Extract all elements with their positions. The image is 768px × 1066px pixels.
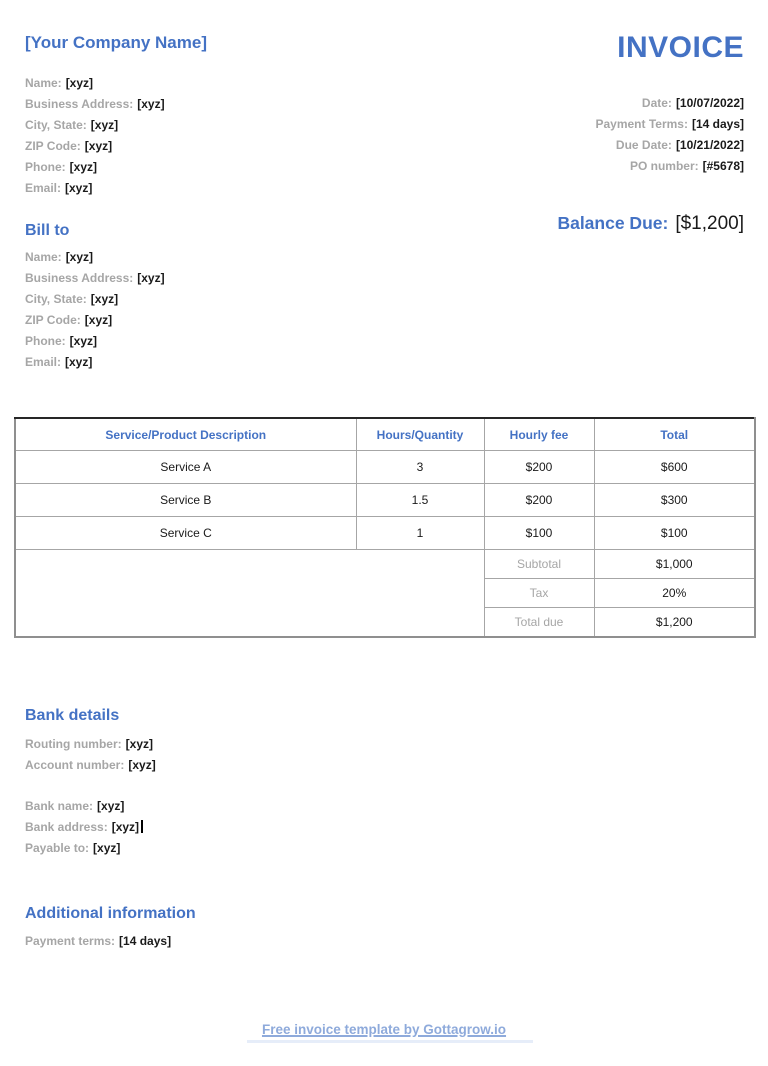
cell-description[interactable]: Service C bbox=[15, 517, 356, 550]
balance-due-value[interactable]: [$1,200] bbox=[675, 213, 744, 234]
table-row bbox=[15, 484, 755, 517]
text-cursor bbox=[141, 820, 143, 833]
footer-highlight-strip bbox=[247, 1040, 533, 1043]
empty-merged-cell bbox=[15, 550, 484, 638]
field-value[interactable]: [10/07/2022] bbox=[675, 96, 744, 110]
table-row bbox=[15, 517, 755, 550]
field-value[interactable]: [xyz] bbox=[90, 292, 119, 306]
company-field-name bbox=[25, 73, 207, 94]
cell-fee[interactable]: $200 bbox=[484, 484, 594, 517]
cell-total[interactable]: $300 bbox=[594, 484, 755, 517]
bank-field-bank-address bbox=[25, 817, 156, 838]
field-value[interactable]: [xyz] bbox=[125, 737, 153, 751]
field-label: PO number: bbox=[629, 159, 699, 173]
field-label: ZIP Code: bbox=[25, 139, 81, 153]
field-value[interactable]: [xyz] bbox=[65, 76, 94, 90]
bank-field-routing-number bbox=[25, 734, 156, 755]
field-value[interactable]: [14 days] bbox=[691, 117, 744, 131]
cell-description[interactable]: Service B bbox=[15, 484, 356, 517]
col-header-total: Total bbox=[594, 418, 755, 451]
additional-info-block bbox=[25, 905, 196, 952]
field-label: Due Date: bbox=[615, 138, 672, 152]
invoice-title: INVOICE bbox=[617, 31, 744, 64]
cell-description[interactable]: Service A bbox=[15, 451, 356, 484]
field-label: Routing number: bbox=[25, 737, 122, 751]
billto-field-zip bbox=[25, 310, 165, 331]
billto-field-city-state bbox=[25, 289, 165, 310]
field-label: Payment Terms: bbox=[595, 117, 688, 131]
subtotal-label: Subtotal bbox=[484, 550, 594, 579]
field-label: Phone: bbox=[25, 160, 66, 174]
field-label: Business Address: bbox=[25, 271, 134, 285]
company-field-city-state bbox=[25, 115, 207, 136]
field-value[interactable]: [xyz] bbox=[69, 334, 98, 348]
field-value[interactable]: [xyz] bbox=[90, 118, 119, 132]
footer bbox=[0, 1021, 768, 1039]
additional-info-heading: Additional information bbox=[25, 905, 196, 922]
invoice-meta-po-number bbox=[595, 156, 744, 177]
company-field-zip bbox=[25, 136, 207, 157]
bank-details-block bbox=[25, 707, 156, 859]
field-label: Account number: bbox=[25, 758, 125, 772]
field-value[interactable]: [xyz] bbox=[84, 313, 113, 327]
bank-field-bank-name bbox=[25, 796, 156, 817]
cell-quantity[interactable]: 1.5 bbox=[356, 484, 484, 517]
cell-quantity[interactable]: 3 bbox=[356, 451, 484, 484]
cell-fee[interactable]: $100 bbox=[484, 517, 594, 550]
field-value[interactable]: [xyz] bbox=[128, 758, 156, 772]
bank-field-account-number bbox=[25, 755, 156, 776]
field-value[interactable]: [xyz] bbox=[65, 355, 93, 369]
cell-fee[interactable]: $200 bbox=[484, 451, 594, 484]
subtotal-value[interactable]: $1,000 bbox=[594, 550, 755, 579]
table-row bbox=[15, 451, 755, 484]
field-value[interactable]: [14 days] bbox=[119, 934, 172, 948]
total-due-label: Total due bbox=[484, 608, 594, 638]
field-label: Email: bbox=[25, 355, 62, 369]
field-value[interactable]: [10/21/2022] bbox=[675, 138, 744, 152]
billto-field-business-address bbox=[25, 268, 165, 289]
field-value[interactable]: [xyz] bbox=[65, 181, 93, 195]
company-name[interactable]: [Your Company Name] bbox=[25, 33, 207, 52]
col-header-hours-quantity: Hours/Quantity bbox=[356, 418, 484, 451]
footer-template-link[interactable]: Free invoice template by Gottagrow.io bbox=[261, 1022, 507, 1037]
cell-quantity[interactable]: 1 bbox=[356, 517, 484, 550]
field-label: City, State: bbox=[25, 118, 87, 132]
field-label: City, State: bbox=[25, 292, 87, 306]
field-value[interactable]: [xyz] bbox=[84, 139, 113, 153]
field-label: Payable to: bbox=[25, 841, 90, 855]
invoice-meta-date bbox=[595, 93, 744, 114]
col-header-hourly-fee: Hourly fee bbox=[484, 418, 594, 451]
field-value[interactable]: [xyz] bbox=[137, 97, 165, 111]
additional-field-payment-terms bbox=[25, 931, 196, 952]
invoice-meta-due-date bbox=[595, 135, 744, 156]
field-label: Name: bbox=[25, 250, 62, 264]
invoice-header-block bbox=[595, 31, 744, 177]
company-field-business-address bbox=[25, 94, 207, 115]
field-label: Payment terms: bbox=[25, 934, 116, 948]
field-value[interactable]: [xyz] bbox=[137, 271, 165, 285]
bill-to-heading: Bill to bbox=[25, 222, 70, 239]
cell-total[interactable]: $100 bbox=[594, 517, 755, 550]
field-label: Date: bbox=[641, 96, 672, 110]
field-value[interactable]: [xyz] bbox=[65, 250, 94, 264]
company-block bbox=[25, 33, 207, 199]
table-header-row bbox=[15, 418, 755, 451]
cell-total[interactable]: $600 bbox=[594, 451, 755, 484]
billto-field-name bbox=[25, 247, 165, 268]
col-header-description: Service/Product Description bbox=[15, 418, 356, 451]
field-label: ZIP Code: bbox=[25, 313, 81, 327]
field-value[interactable]: [xyz] bbox=[93, 841, 121, 855]
billto-field-phone bbox=[25, 331, 165, 352]
billto-field-email bbox=[25, 352, 165, 373]
summary-row-subtotal bbox=[15, 550, 755, 579]
company-field-email bbox=[25, 178, 207, 199]
field-value[interactable]: [xyz] bbox=[69, 160, 98, 174]
invoice-meta-payment-terms bbox=[595, 114, 744, 135]
bank-details-heading: Bank details bbox=[25, 707, 120, 724]
field-value[interactable]: [xyz] bbox=[97, 799, 125, 813]
company-field-phone bbox=[25, 157, 207, 178]
bank-group-2 bbox=[25, 796, 156, 859]
line-items-table bbox=[14, 417, 754, 638]
tax-value[interactable]: 20% bbox=[594, 579, 755, 608]
field-label: Bank address: bbox=[25, 820, 108, 834]
field-label: Business Address: bbox=[25, 97, 134, 111]
field-label: Phone: bbox=[25, 334, 66, 348]
total-due-value[interactable]: $1,200 bbox=[594, 608, 755, 638]
bank-field-payable-to bbox=[25, 838, 156, 859]
field-label: Bank name: bbox=[25, 799, 94, 813]
balance-due-label: Balance Due: bbox=[557, 213, 669, 233]
bill-to-block bbox=[25, 222, 165, 373]
field-value[interactable]: [#5678] bbox=[702, 159, 744, 173]
balance-due bbox=[557, 213, 744, 235]
field-label: Name: bbox=[25, 76, 62, 90]
field-value[interactable]: [xyz] bbox=[111, 820, 140, 834]
tax-label: Tax bbox=[484, 579, 594, 608]
field-label: Email: bbox=[25, 181, 62, 195]
